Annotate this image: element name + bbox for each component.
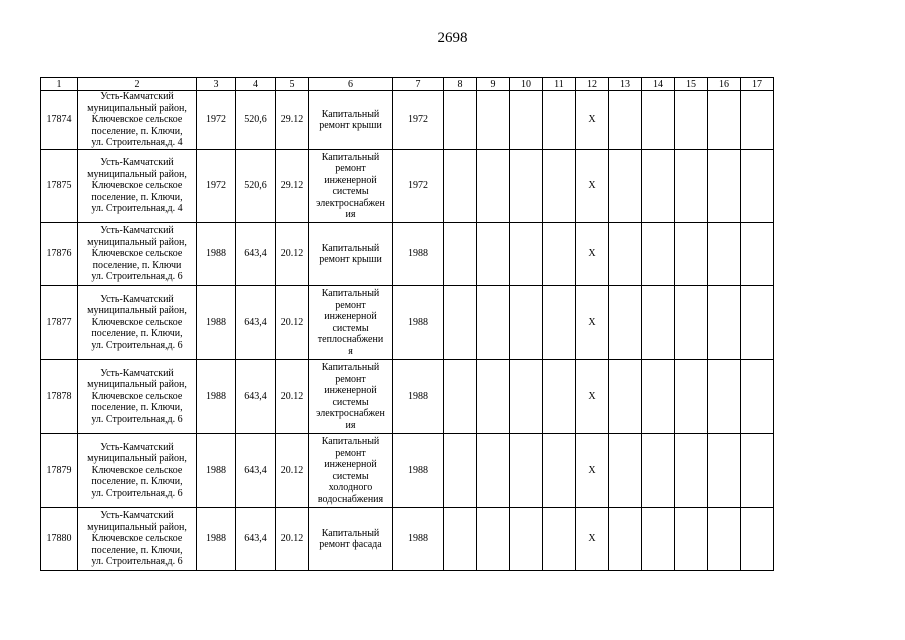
cell-empty: [642, 360, 675, 434]
column-header-10: 10: [510, 78, 543, 91]
cell-year: 1988: [197, 508, 236, 571]
cell-address: Усть-Камчатский муниципальный район, Ключевское сельское поселение, п. Ключи, ул. Строительная,д. 6: [78, 508, 197, 571]
cell-year2: 1988: [393, 286, 444, 360]
cell-empty: [477, 508, 510, 571]
header-row: [41, 78, 774, 91]
cell-address: Усть-Камчатский муниципальный район, Ключевское сельское поселение, п. Ключи, ул. Строительная,д. 4: [78, 150, 197, 223]
cell-year: 1988: [197, 223, 236, 286]
cell-address: Усть-Камчатский муниципальный район, Ключевское сельское поселение, п. Ключи, ул. Строительная,д. 4: [78, 91, 197, 150]
cell-empty: [477, 360, 510, 434]
cell-work: Капитальный ремонт инженерной системы теплоснабжени я: [309, 286, 393, 360]
cell-work: Капитальный ремонт крыши: [309, 223, 393, 286]
column-header-16: 16: [708, 78, 741, 91]
cell-empty: [510, 360, 543, 434]
cell-empty: [642, 223, 675, 286]
column-header-1: 1: [41, 78, 78, 91]
cell-empty: [510, 150, 543, 223]
cell-area: 643,4: [236, 223, 276, 286]
cell-mark: Х: [576, 434, 609, 508]
cell-empty: [609, 508, 642, 571]
cell-empty: [675, 150, 708, 223]
cell-empty: [741, 223, 774, 286]
cell-work: Капитальный ремонт инженерной системы электроснабжен ия: [309, 360, 393, 434]
cell-year2: 1988: [393, 434, 444, 508]
cell-empty: [543, 150, 576, 223]
column-header-17: 17: [741, 78, 774, 91]
cell-empty: [741, 508, 774, 571]
cell-empty: [741, 360, 774, 434]
cell-empty: [708, 360, 741, 434]
cell-empty: [444, 360, 477, 434]
cell-address: Усть-Камчатский муниципальный район, Ключевское сельское поселение, п. Ключи ул. Строительная,д. 6: [78, 223, 197, 286]
cell-empty: [741, 91, 774, 150]
cell-empty: [675, 286, 708, 360]
cell-id: 17874: [41, 91, 78, 150]
cell-year: 1988: [197, 360, 236, 434]
cell-code: 20.12: [276, 360, 309, 434]
cell-address: Усть-Камчатский муниципальный район, Ключевское сельское поселение, п. Ключи, ул. Строительная,д. 6: [78, 360, 197, 434]
column-header-8: 8: [444, 78, 477, 91]
cell-empty: [741, 434, 774, 508]
cell-empty: [675, 508, 708, 571]
cell-area: 643,4: [236, 360, 276, 434]
cell-code: 29.12: [276, 91, 309, 150]
table-row: [41, 360, 774, 434]
cell-mark: Х: [576, 286, 609, 360]
cell-empty: [543, 360, 576, 434]
cell-empty: [477, 434, 510, 508]
cell-year2: 1988: [393, 360, 444, 434]
column-header-3: 3: [197, 78, 236, 91]
cell-empty: [642, 150, 675, 223]
cell-empty: [477, 91, 510, 150]
cell-empty: [609, 150, 642, 223]
cell-empty: [708, 508, 741, 571]
cell-empty: [543, 223, 576, 286]
cell-empty: [444, 286, 477, 360]
cell-empty: [708, 434, 741, 508]
table-row: [41, 434, 774, 508]
cell-area: 520,6: [236, 91, 276, 150]
cell-empty: [477, 150, 510, 223]
column-header-15: 15: [675, 78, 708, 91]
cell-address: Усть-Камчатский муниципальный район, Ключевское сельское поселение, п. Ключи, ул. Строительная,д. 6: [78, 434, 197, 508]
column-header-4: 4: [236, 78, 276, 91]
cell-empty: [708, 150, 741, 223]
cell-empty: [708, 223, 741, 286]
table-row: [41, 223, 774, 286]
column-header-7: 7: [393, 78, 444, 91]
page-number: 2698: [437, 30, 468, 46]
cell-id: 17875: [41, 150, 78, 223]
cell-empty: [543, 508, 576, 571]
cell-empty: [609, 286, 642, 360]
cell-empty: [741, 286, 774, 360]
column-header-5: 5: [276, 78, 309, 91]
cell-work: Капитальный ремонт крыши: [309, 91, 393, 150]
cell-empty: [510, 508, 543, 571]
cell-empty: [609, 360, 642, 434]
cell-empty: [642, 508, 675, 571]
cell-work: Капитальный ремонт инженерной системы электроснабжен ия: [309, 150, 393, 223]
cell-empty: [510, 223, 543, 286]
cell-empty: [444, 508, 477, 571]
cell-area: 643,4: [236, 286, 276, 360]
cell-mark: Х: [576, 508, 609, 571]
cell-code: 20.12: [276, 434, 309, 508]
cell-year: 1988: [197, 434, 236, 508]
column-header-6: 6: [309, 78, 393, 91]
column-header-11: 11: [543, 78, 576, 91]
cell-area: 643,4: [236, 434, 276, 508]
table-header: [41, 78, 774, 91]
cell-empty: [708, 286, 741, 360]
cell-mark: Х: [576, 360, 609, 434]
cell-work: Капитальный ремонт инженерной системы холодного водоснабжения: [309, 434, 393, 508]
cell-empty: [675, 223, 708, 286]
cell-empty: [510, 286, 543, 360]
cell-id: 17876: [41, 223, 78, 286]
cell-empty: [444, 434, 477, 508]
cell-year2: 1972: [393, 150, 444, 223]
cell-empty: [510, 434, 543, 508]
table-row: [41, 91, 774, 150]
cell-code: 29.12: [276, 150, 309, 223]
cell-empty: [642, 286, 675, 360]
column-header-9: 9: [477, 78, 510, 91]
cell-id: 17878: [41, 360, 78, 434]
cell-year2: 1972: [393, 91, 444, 150]
cell-empty: [510, 91, 543, 150]
cell-empty: [708, 91, 741, 150]
table-row: [41, 508, 774, 571]
cell-work: Капитальный ремонт фасада: [309, 508, 393, 571]
cell-year: 1972: [197, 91, 236, 150]
cell-empty: [477, 223, 510, 286]
cell-id: 17877: [41, 286, 78, 360]
cell-empty: [543, 434, 576, 508]
column-header-14: 14: [642, 78, 675, 91]
cell-year2: 1988: [393, 223, 444, 286]
table-body: [41, 91, 774, 571]
cell-empty: [444, 223, 477, 286]
table-row: [41, 150, 774, 223]
cell-empty: [675, 360, 708, 434]
cell-empty: [642, 91, 675, 150]
cell-empty: [477, 286, 510, 360]
cell-code: 20.12: [276, 223, 309, 286]
cell-empty: [675, 434, 708, 508]
cell-empty: [675, 91, 708, 150]
cell-empty: [543, 91, 576, 150]
cell-year: 1972: [197, 150, 236, 223]
cell-empty: [741, 150, 774, 223]
cell-empty: [609, 91, 642, 150]
cell-id: 17879: [41, 434, 78, 508]
cell-id: 17880: [41, 508, 78, 571]
cell-mark: Х: [576, 150, 609, 223]
repair-schedule-table: [40, 77, 774, 571]
cell-year2: 1988: [393, 508, 444, 571]
cell-address: Усть-Камчатский муниципальный район, Ключевское сельское поселение, п. Ключи, ул. Строительная,д. 6: [78, 286, 197, 360]
table-row: [41, 286, 774, 360]
cell-code: 20.12: [276, 508, 309, 571]
cell-empty: [444, 150, 477, 223]
cell-mark: Х: [576, 91, 609, 150]
cell-mark: Х: [576, 223, 609, 286]
cell-empty: [609, 434, 642, 508]
column-header-12: 12: [576, 78, 609, 91]
column-header-2: 2: [78, 78, 197, 91]
cell-year: 1988: [197, 286, 236, 360]
column-header-13: 13: [609, 78, 642, 91]
cell-empty: [543, 286, 576, 360]
cell-area: 643,4: [236, 508, 276, 571]
cell-empty: [444, 91, 477, 150]
cell-area: 520,6: [236, 150, 276, 223]
cell-code: 20.12: [276, 286, 309, 360]
cell-empty: [609, 223, 642, 286]
cell-empty: [642, 434, 675, 508]
